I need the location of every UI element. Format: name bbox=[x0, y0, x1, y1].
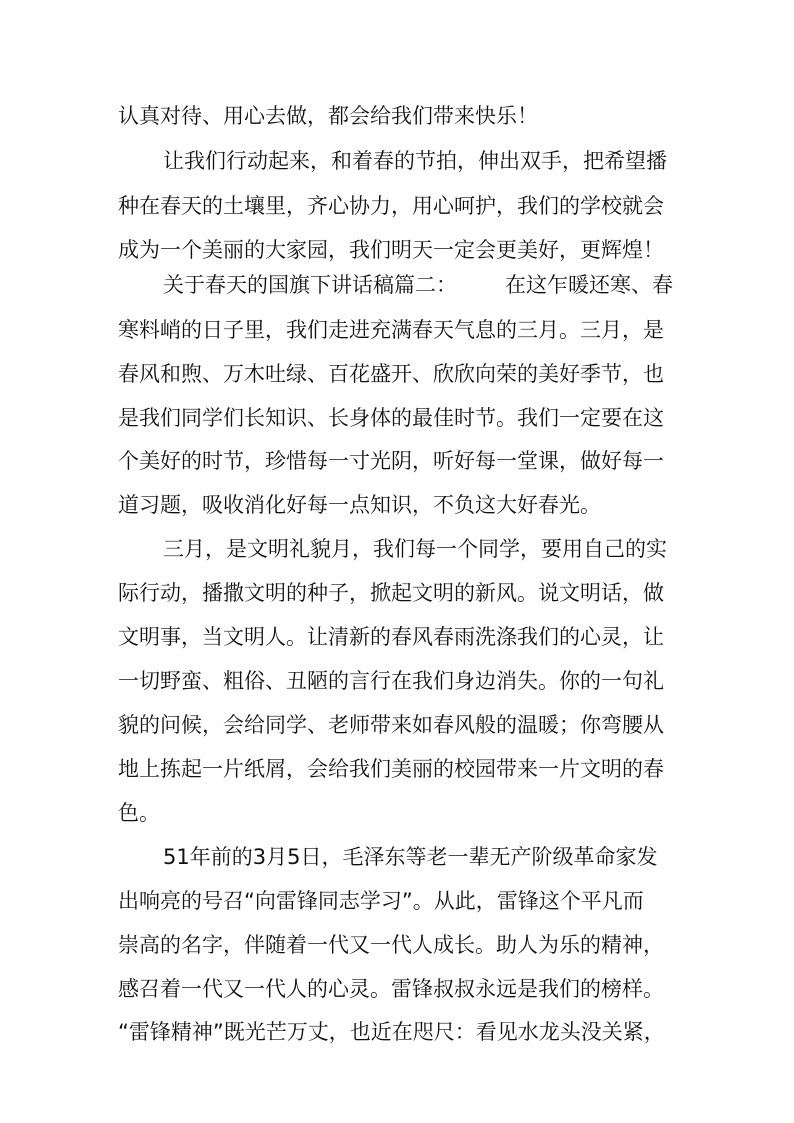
paragraph-line: 春风和煦、万木吐绿、百花盛开、欣欣向荣的美好季节，也 bbox=[118, 362, 664, 386]
section-title: 关于春天的国旗下讲话稿篇二： bbox=[163, 273, 457, 297]
paragraph-line: 崇高的名字，伴随着一代又一代人成长。助人为乐的精神， bbox=[118, 933, 664, 957]
paragraph-line: 寒料峭的日子里，我们走进充满春天气息的三月。三月，是 bbox=[118, 318, 664, 342]
paragraph-line: 感召着一代又一代人的心灵。雷锋叔叔永远是我们的榜样。 bbox=[118, 977, 664, 1001]
paragraph-line: 让我们行动起来，和着春的节拍，伸出双手，把希望播 bbox=[163, 149, 667, 173]
paragraph-line: “雷锋精神”既光芒万丈，也近在咫尺：看见水龙头没关紧， bbox=[118, 1020, 665, 1044]
paragraph-line: 成为一个美丽的大家园，我们明天一定会更美好，更辉煌！ bbox=[118, 238, 664, 262]
paragraph-line: 貌的问候，会给同学、老师带来如春风般的温暖；你弯腰从 bbox=[118, 713, 664, 737]
paragraph-line: 色。 bbox=[118, 801, 160, 825]
paragraph-line: 文明事，当文明人。让清新的春风春雨洗涤我们的心灵，让 bbox=[118, 625, 664, 649]
paragraph-line: 种在春天的土壤里，齐心协力，用心呵护，我们的学校就会 bbox=[118, 194, 664, 218]
paragraph-line: 出响亮的号召“向雷锋同志学习”。从此，雷锋这个平凡而 bbox=[118, 889, 644, 913]
section-heading-line bbox=[163, 271, 678, 299]
paragraph-line: 际行动，播撒文明的种子，掀起文明的新风。说文明话，做 bbox=[118, 581, 664, 605]
paragraph-line: 是我们同学们长知识、长身体的最佳时节。我们一定要在这 bbox=[118, 406, 664, 430]
paragraph-line: 51年前的3月5日，毛泽东等老一辈无产阶级革命家发 bbox=[163, 845, 658, 869]
paragraph-line: 三月，是文明礼貌月，我们每一个同学，要用自己的实 bbox=[163, 537, 667, 561]
paragraph-line: 认真对待、用心去做，都会给我们带来快乐！ bbox=[118, 104, 538, 128]
paragraph-line: 道习题，吸收消化好每一点知识，不负这大好春光。 bbox=[118, 493, 601, 517]
section-start-text: 在这乍暖还寒、春 bbox=[505, 273, 673, 297]
paragraph-line: 一切野蛮、粗俗、丑陋的言行在我们身边消失。你的一句礼 bbox=[118, 669, 664, 693]
paragraph-line: 个美好的时节，珍惜每一寸光阴，听好每一堂课，做好每一 bbox=[118, 449, 664, 473]
paragraph-line: 地上拣起一片纸屑，会给我们美丽的校园带来一片文明的春 bbox=[118, 757, 664, 781]
